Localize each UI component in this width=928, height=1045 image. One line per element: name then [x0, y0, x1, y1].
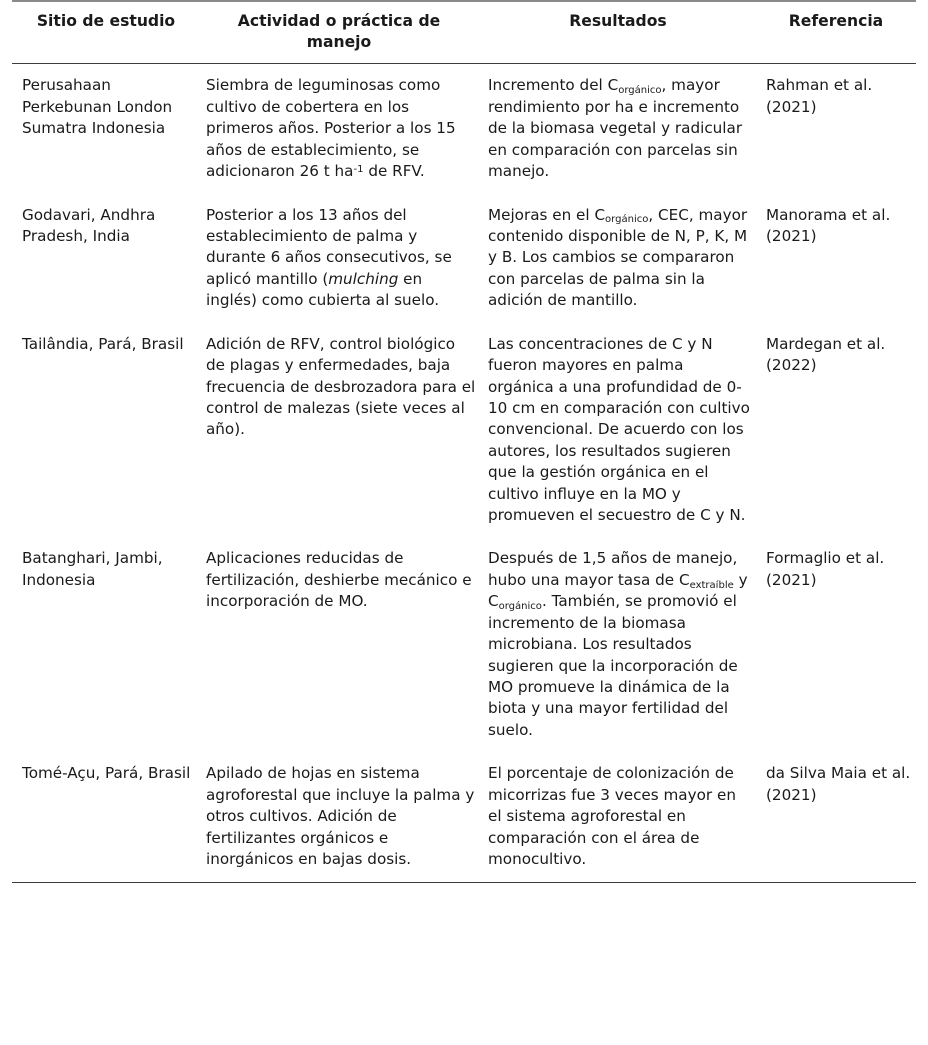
cell-reference — [756, 323, 916, 538]
results-text: El porcentaje de colonización de micorrizas fue 3 veces mayor en el sistema agroforestal en comparación con el área de monocultivo. — [488, 764, 736, 868]
cell-activity — [198, 194, 480, 323]
study-sites-table — [12, 0, 916, 883]
table-row — [12, 537, 916, 752]
activity-text: Posterior a los 13 años del establecimiento de palma y durante 6 años consecutivos, se aplicó mantillo (mulching en inglés) como cubierta al suelo. — [206, 205, 452, 310]
table-row — [12, 323, 916, 538]
cell-site — [12, 537, 198, 752]
table-body — [12, 64, 916, 883]
results-text: Las concentraciones de C y N fueron mayores en palma orgánica a una profundidad de 0-10 cm en comparación con cultivo convencional. De acuerdo con los autores, los resultados sugieren que la gestión orgánica en el cultivo influye en la MO y promueven el secuestro de C y N. — [488, 334, 750, 525]
results-text: Después de 1,5 años de manejo, hubo una mayor tasa de $C_{extraíble}$ y $C_{orgánico}$. También, se promovió el incremento de la biomasa microbiana. Los resultados sugieren que la incorporación de MO promueve la dinámica de la biota y una mayor fertilidad del suelo. — [488, 549, 748, 739]
cell-reference — [756, 64, 916, 194]
cell-site — [12, 752, 198, 883]
cell-activity — [198, 64, 480, 194]
cell-site — [12, 64, 198, 194]
column-header-results: Resultados — [480, 1, 756, 64]
cell-reference — [756, 194, 916, 323]
site-text: Godavari, Andhra Pradesh, India — [22, 205, 156, 245]
reference-text: Manorama et al. (2021) — [766, 205, 891, 245]
column-header-reference: Referencia — [756, 1, 916, 64]
reference-text: da Silva Maia et al. (2021) — [766, 764, 911, 804]
table-row — [12, 752, 916, 883]
activity-text: Aplicaciones reducidas de fertilización, deshierbe mecánico e incorporación de MO. — [206, 549, 472, 611]
cell-results — [480, 323, 756, 538]
activity-text: Apilado de hojas en sistema agroforestal que incluye la palma y otros cultivos. Adición de fertilizantes orgánicos e inorgánicos en bajas dosis. — [206, 764, 475, 868]
cell-activity — [198, 752, 480, 883]
site-text: Batanghari, Jambi, Indonesia — [22, 549, 163, 589]
reference-text: Rahman et al. (2021) — [766, 76, 873, 116]
cell-activity — [198, 537, 480, 752]
site-text: Tomé-Açu, Pará, Brasil — [22, 764, 191, 783]
cell-site — [12, 194, 198, 323]
column-header-site: Sitio de estudio — [12, 1, 198, 64]
cell-reference — [756, 752, 916, 883]
table-header — [12, 1, 916, 64]
activity-text: Adición de RFV, control biológico de plagas y enfermedades, baja frecuencia de desbrozadora para el control de malezas (siete veces al año). — [206, 334, 476, 439]
site-text: Perusahaan Perkebunan London Sumatra Indonesia — [22, 76, 173, 138]
column-header-activity: Actividad o práctica de manejo — [198, 1, 480, 64]
results-text: Incremento del $C_{orgánico}$, mayor rendimiento por ha e incremento de la biomasa vegetal y radicular en comparación con parcelas sin manejo. — [488, 76, 743, 181]
cell-reference — [756, 537, 916, 752]
activity-text: Siembra de leguminosas como cultivo de cobertera en los primeros años. Posterior a los 15 años de establecimiento, se adicionaron 26 t $ha^{-1}$ de RFV. — [206, 76, 456, 181]
cell-results — [480, 537, 756, 752]
cell-activity — [198, 323, 480, 538]
results-text: Mejoras en el $C_{orgánico}$, CEC, mayor contenido disponible de N, P, K, M y B. Los cambios se compararon con parcelas de palma sin la adición de mantillo. — [488, 205, 748, 310]
cell-results — [480, 194, 756, 323]
cell-site — [12, 323, 198, 538]
table-row — [12, 194, 916, 323]
reference-text: Mardegan et al. (2022) — [766, 334, 886, 375]
table-row — [12, 64, 916, 194]
reference-text: Formaglio et al. (2021) — [766, 549, 885, 589]
site-text: Tailândia, Pará, Brasil — [22, 334, 184, 353]
table-header-row — [12, 1, 916, 64]
cell-results — [480, 64, 756, 194]
cell-results — [480, 752, 756, 883]
